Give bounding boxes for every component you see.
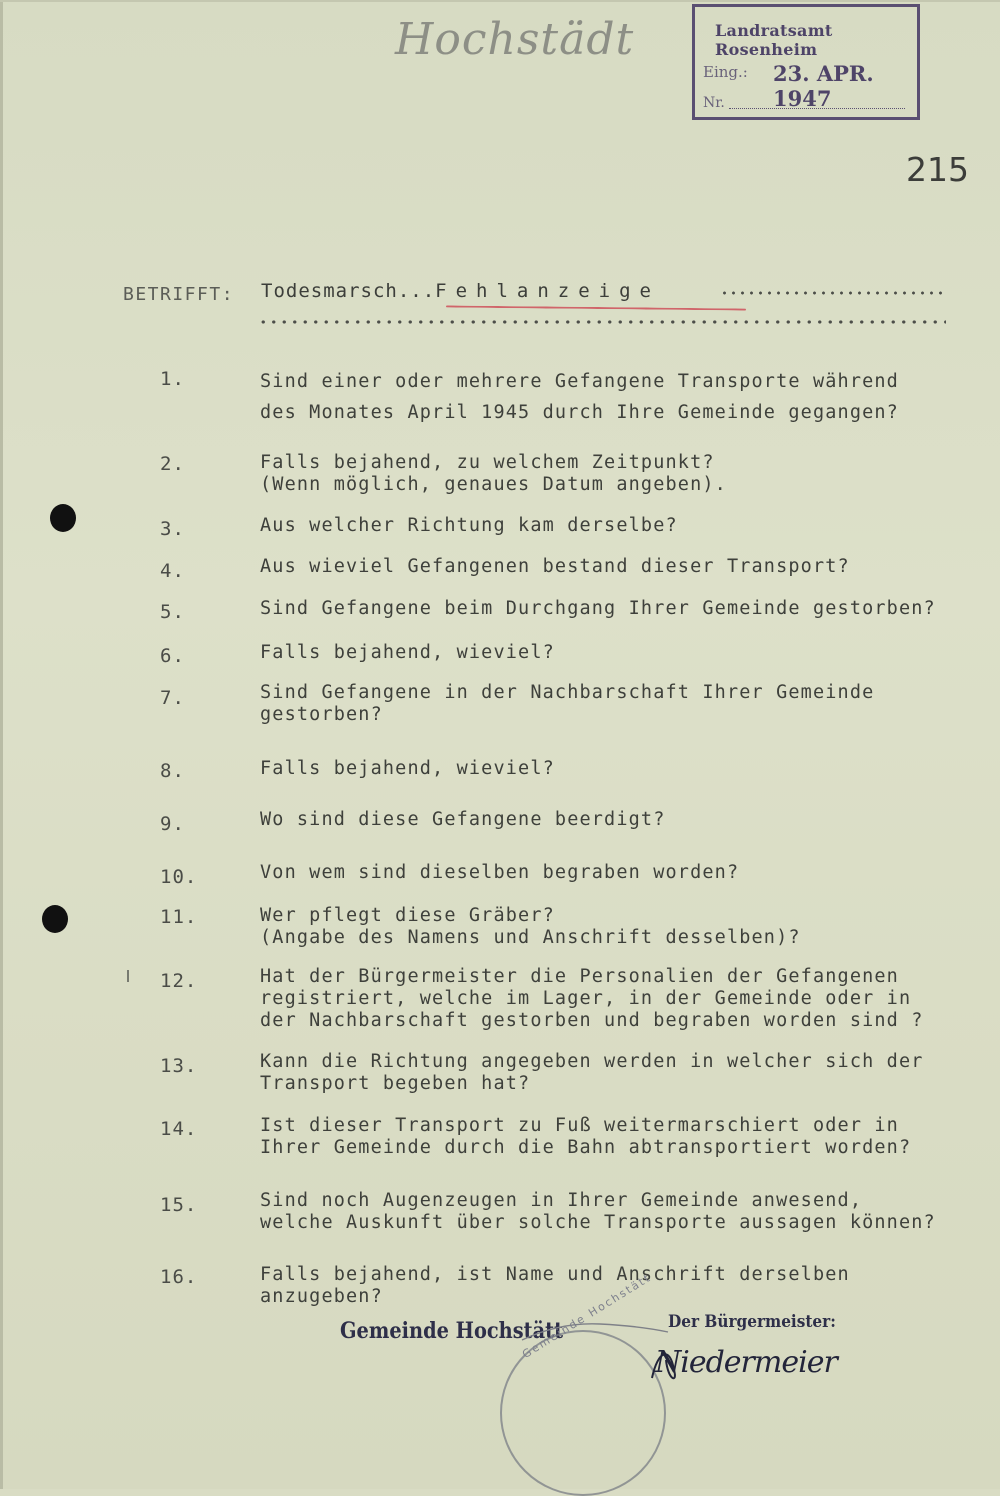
round-seal-text: Gemeinde Hochstätt	[520, 1270, 654, 1362]
question-text: Sind Gefangene in der Nachbarschaft Ihrer Gemeinde gestorben?	[260, 682, 875, 725]
question-text: Aus wieviel Gefangenen bestand dieser Transport?	[260, 556, 850, 577]
subject-prefix: Todesmarsch...	[261, 280, 436, 302]
handwritten-signature: Niedermeier	[655, 1345, 837, 1380]
question-number: 10.	[160, 866, 198, 888]
question-text: Sind noch Augenzeugen in Ihrer Gemeinde anwesend, welche Auskunft über solche Transporte aussagen können?	[260, 1190, 936, 1233]
question-number: 13.	[160, 1055, 198, 1077]
stamp-number-line	[729, 108, 905, 109]
mayor-title: Der Bürgermeister:	[668, 1312, 836, 1332]
question-text: Wer pflegt diese Gräber? (Angabe des Namens und Anschrift desselben)?	[260, 905, 801, 948]
question-number: 7.	[160, 687, 185, 709]
punch-hole	[50, 504, 76, 532]
question-number: 5.	[160, 601, 185, 623]
question-text: Aus welcher Richtung kam derselbe?	[260, 515, 678, 536]
dotted-separator	[258, 318, 946, 326]
subject-line	[261, 280, 660, 302]
question-number: 16.	[160, 1266, 198, 1288]
red-underline-mark	[446, 305, 746, 310]
question-text: Sind Gefangene beim Durchgang Ihrer Gemeinde gestorben?	[260, 598, 936, 619]
question-number: 8.	[160, 760, 185, 782]
municipality-stamp-text: Gemeinde Hochstätt	[340, 1318, 564, 1344]
handwritten-note: Hochstädt	[395, 14, 635, 65]
question-number: 2.	[160, 453, 185, 475]
question-number: 4.	[160, 560, 185, 582]
question-number: 1.	[160, 368, 185, 390]
stamp-number-label: Nr.	[703, 95, 725, 111]
question-number: 12.	[160, 970, 198, 992]
margin-mark	[127, 970, 129, 982]
question-text: Falls bejahend, wieviel?	[260, 758, 555, 779]
question-text: Sind einer oder mehrere Gefangene Transporte während des Monates April 1945 durch Ihre Gemeinde gegangen?	[260, 371, 899, 423]
stamp-date: 23. APR. 1947	[773, 61, 874, 111]
stamp-title: Landratsamt Rosenheim	[715, 21, 833, 59]
received-stamp	[692, 4, 920, 120]
subject-label: BETRIFFT:	[123, 284, 235, 305]
stamp-date-label: Eing.:	[703, 63, 748, 81]
question-text: Falls bejahend, wieviel?	[260, 642, 555, 663]
question-text: Von wem sind dieselben begraben worden?	[260, 862, 740, 883]
question-number: 14.	[160, 1118, 198, 1140]
question-text: Wo sind diese Gefangene beerdigt?	[260, 809, 666, 830]
question-number: 9.	[160, 813, 185, 835]
page-number: 215	[906, 150, 969, 189]
question-text: Kann die Richtung angegeben werden in welcher sich der Transport begeben hat?	[260, 1051, 924, 1094]
question-text: Hat der Bürgermeister die Personalien der Gefangenen registriert, welche im Lager, in der Gemeinde oder in der Nachbarschaft gestorben und begraben worden sind ?	[260, 966, 924, 1031]
question-number: 15.	[160, 1194, 198, 1216]
question-text: Falls bejahend, ist Name und Anschrift derselben anzugeben?	[260, 1264, 850, 1307]
question-text: Ist dieser Transport zu Fuß weitermarschiert oder in Ihrer Gemeinde durch die Bahn abtransportiert worden?	[260, 1115, 912, 1158]
dotted-leader	[720, 290, 945, 296]
question-text: Falls bejahend, zu welchem Zeitpunkt? (Wenn möglich, genaues Datum angeben).	[260, 452, 727, 495]
paper-edge-top	[0, 0, 1000, 2]
punch-hole	[42, 905, 68, 933]
paper-edge-left	[0, 0, 3, 1489]
question-number: 11.	[160, 906, 198, 928]
question-number: 3.	[160, 518, 185, 540]
subject-main: Fehlanzeige	[435, 280, 660, 302]
question-number: 6.	[160, 645, 185, 667]
